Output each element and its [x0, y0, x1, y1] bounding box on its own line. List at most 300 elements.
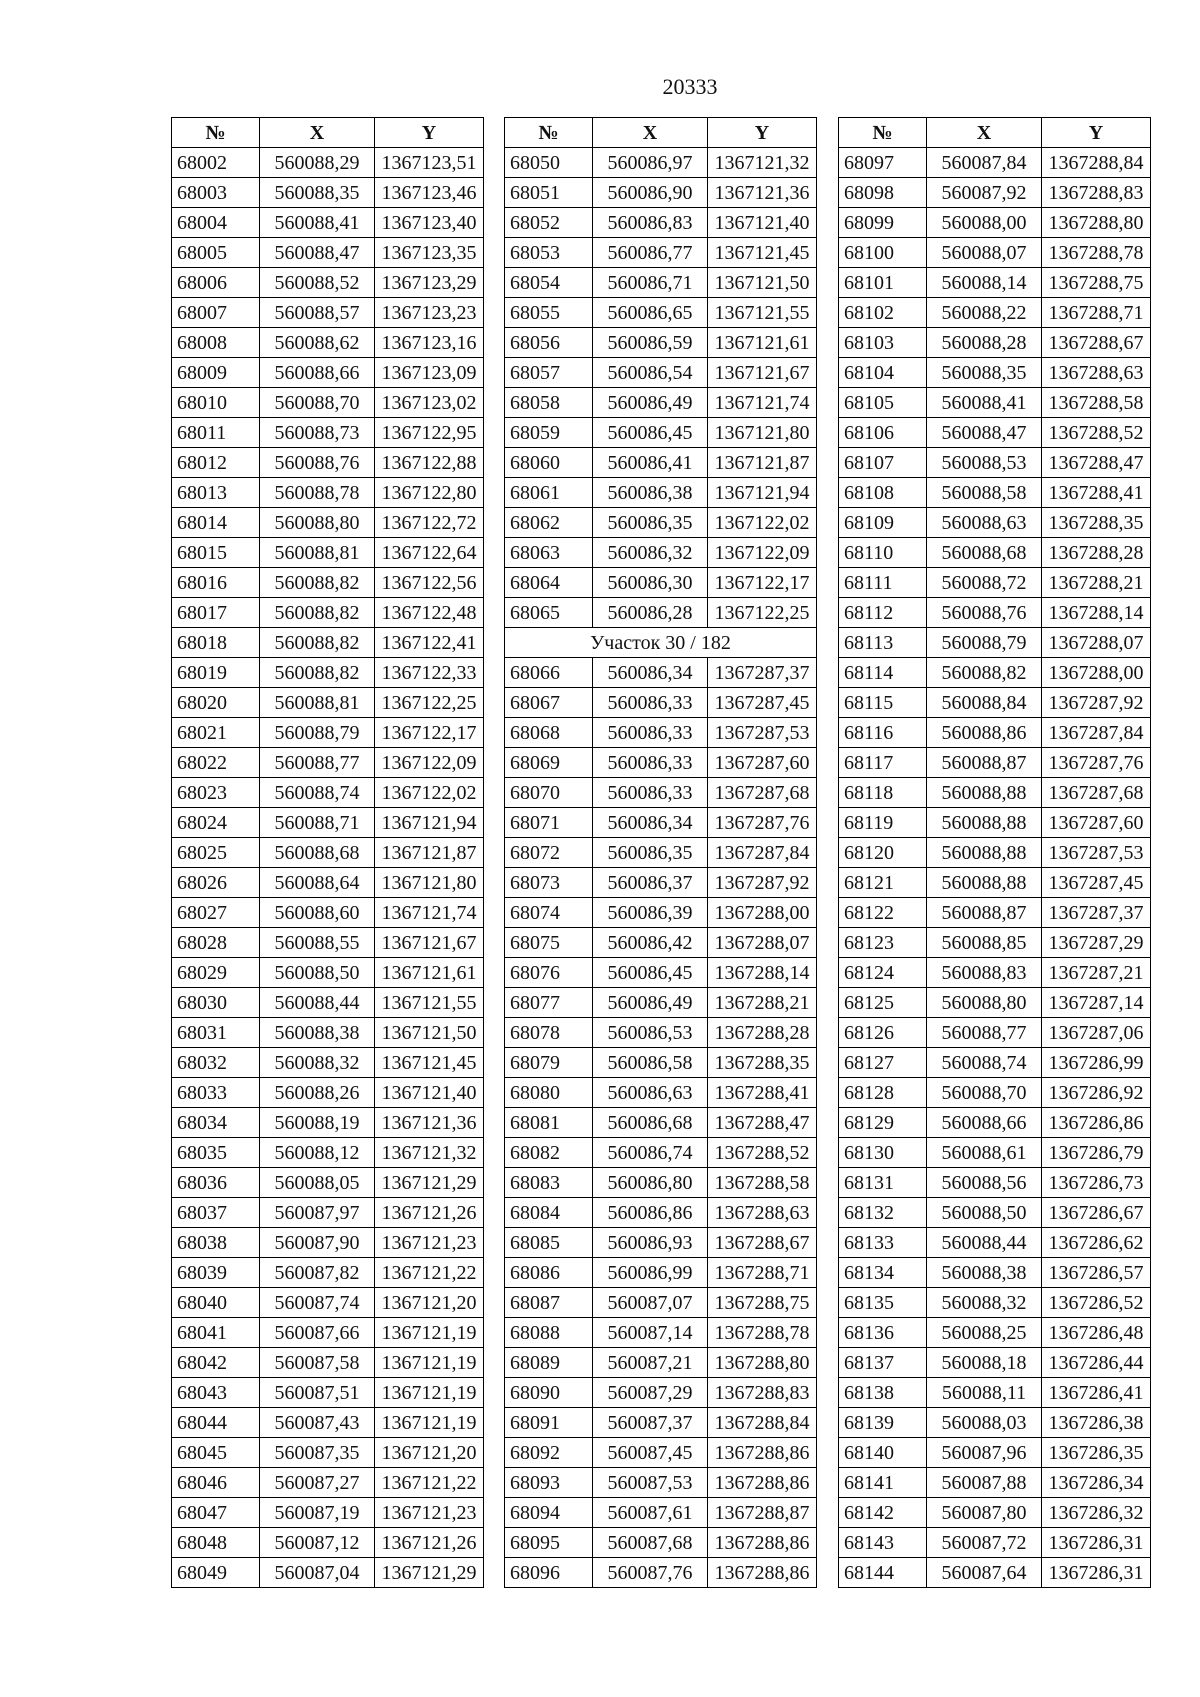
- cell-x: 560087,80: [927, 1498, 1042, 1528]
- cell-y: 1367121,74: [375, 898, 484, 928]
- cell-number: 68062: [505, 508, 593, 538]
- cell-number: 68130: [839, 1138, 927, 1168]
- cell-number: 68044: [172, 1408, 260, 1438]
- table-row: [839, 718, 1151, 748]
- cell-number: 68051: [505, 178, 593, 208]
- cell-x: 560087,27: [260, 1468, 375, 1498]
- cell-y: 1367287,76: [1042, 748, 1151, 778]
- cell-y: 1367288,63: [1042, 358, 1151, 388]
- cell-number: 68011: [172, 418, 260, 448]
- cell-y: 1367287,53: [1042, 838, 1151, 868]
- cell-x: 560086,33: [593, 718, 708, 748]
- cell-x: 560087,51: [260, 1378, 375, 1408]
- cell-y: 1367287,37: [708, 658, 817, 688]
- cell-y: 1367288,71: [708, 1258, 817, 1288]
- table-row: [172, 538, 484, 568]
- cell-y: 1367121,32: [708, 148, 817, 178]
- table-row: [505, 1048, 817, 1078]
- cell-number: 68138: [839, 1378, 927, 1408]
- cell-y: 1367288,14: [708, 958, 817, 988]
- cell-number: 68121: [839, 868, 927, 898]
- table-row: [505, 1078, 817, 1108]
- cell-x: 560087,82: [260, 1258, 375, 1288]
- table-row: [839, 868, 1151, 898]
- cell-x: 560087,37: [593, 1408, 708, 1438]
- cell-y: 1367286,62: [1042, 1228, 1151, 1258]
- cell-x: 560087,53: [593, 1468, 708, 1498]
- table-row: [505, 328, 817, 358]
- cell-number: 68021: [172, 718, 260, 748]
- cell-number: 68124: [839, 958, 927, 988]
- cell-y: 1367287,84: [708, 838, 817, 868]
- cell-number: 68103: [839, 328, 927, 358]
- cell-y: 1367287,45: [1042, 868, 1151, 898]
- cell-y: 1367122,09: [375, 748, 484, 778]
- cell-number: 68048: [172, 1528, 260, 1558]
- cell-y: 1367288,21: [708, 988, 817, 1018]
- cell-number: 68085: [505, 1228, 593, 1258]
- cell-y: 1367123,46: [375, 178, 484, 208]
- cell-x: 560087,35: [260, 1438, 375, 1468]
- table-row: [839, 838, 1151, 868]
- cell-y: 1367288,75: [1042, 268, 1151, 298]
- cell-x: 560088,81: [260, 538, 375, 568]
- cell-x: 560088,35: [927, 358, 1042, 388]
- cell-number: 68078: [505, 1018, 593, 1048]
- cell-number: 68057: [505, 358, 593, 388]
- cell-x: 560087,90: [260, 1228, 375, 1258]
- cell-x: 560088,07: [927, 238, 1042, 268]
- table-row: [505, 748, 817, 778]
- cell-x: 560088,12: [260, 1138, 375, 1168]
- cell-y: 1367287,60: [1042, 808, 1151, 838]
- header-number: №: [839, 118, 927, 148]
- header-y: Y: [708, 118, 817, 148]
- cell-number: 68113: [839, 628, 927, 658]
- cell-y: 1367286,67: [1042, 1198, 1151, 1228]
- cell-x: 560086,45: [593, 418, 708, 448]
- cell-number: 68009: [172, 358, 260, 388]
- cell-x: 560086,30: [593, 568, 708, 598]
- cell-number: 68013: [172, 478, 260, 508]
- cell-number: 68105: [839, 388, 927, 418]
- cell-y: 1367288,41: [1042, 478, 1151, 508]
- coordinates-table-3: [838, 117, 1151, 1588]
- cell-number: 68019: [172, 658, 260, 688]
- cell-number: 68128: [839, 1078, 927, 1108]
- cell-x: 560088,84: [927, 688, 1042, 718]
- cell-number: 68058: [505, 388, 593, 418]
- cell-number: 68025: [172, 838, 260, 868]
- cell-number: 68043: [172, 1378, 260, 1408]
- table-row: [505, 1258, 817, 1288]
- cell-number: 68059: [505, 418, 593, 448]
- cell-number: 68140: [839, 1438, 927, 1468]
- cell-x: 560088,82: [260, 568, 375, 598]
- cell-number: 68135: [839, 1288, 927, 1318]
- cell-y: 1367286,32: [1042, 1498, 1151, 1528]
- table-row: [172, 508, 484, 538]
- cell-x: 560088,11: [927, 1378, 1042, 1408]
- cell-x: 560086,33: [593, 688, 708, 718]
- table-row: [172, 208, 484, 238]
- table-row: [839, 238, 1151, 268]
- table-row: [505, 1168, 817, 1198]
- cell-x: 560088,66: [260, 358, 375, 388]
- header-x: X: [593, 118, 708, 148]
- cell-x: 560087,14: [593, 1318, 708, 1348]
- cell-number: 68020: [172, 688, 260, 718]
- table-row: [172, 1258, 484, 1288]
- cell-y: 1367123,09: [375, 358, 484, 388]
- cell-number: 68072: [505, 838, 593, 868]
- table-row: [839, 988, 1151, 1018]
- cell-x: 560087,68: [593, 1528, 708, 1558]
- coordinates-table-2: [504, 117, 817, 1588]
- cell-y: 1367123,35: [375, 238, 484, 268]
- cell-x: 560088,68: [927, 538, 1042, 568]
- cell-y: 1367121,20: [375, 1438, 484, 1468]
- cell-x: 560086,71: [593, 268, 708, 298]
- cell-x: 560088,60: [260, 898, 375, 928]
- table-row: [505, 1018, 817, 1048]
- cell-x: 560088,18: [927, 1348, 1042, 1378]
- cell-number: 68093: [505, 1468, 593, 1498]
- cell-y: 1367121,32: [375, 1138, 484, 1168]
- table-row: [505, 808, 817, 838]
- cell-y: 1367286,86: [1042, 1108, 1151, 1138]
- cell-number: 68031: [172, 1018, 260, 1048]
- cell-y: 1367122,64: [375, 538, 484, 568]
- cell-y: 1367121,50: [708, 268, 817, 298]
- cell-number: 68008: [172, 328, 260, 358]
- cell-y: 1367121,23: [375, 1498, 484, 1528]
- cell-y: 1367288,83: [708, 1378, 817, 1408]
- cell-y: 1367121,61: [708, 328, 817, 358]
- cell-number: 68104: [839, 358, 927, 388]
- table-row: [172, 598, 484, 628]
- table-row: [505, 958, 817, 988]
- cell-y: 1367288,87: [708, 1498, 817, 1528]
- cell-x: 560088,73: [260, 418, 375, 448]
- cell-number: 68069: [505, 748, 593, 778]
- cell-number: 68070: [505, 778, 593, 808]
- cell-x: 560086,63: [593, 1078, 708, 1108]
- cell-y: 1367122,25: [375, 688, 484, 718]
- table-row: [172, 808, 484, 838]
- cell-y: 1367288,86: [708, 1438, 817, 1468]
- cell-y: 1367288,14: [1042, 598, 1151, 628]
- cell-y: 1367122,95: [375, 418, 484, 448]
- cell-y: 1367288,07: [708, 928, 817, 958]
- cell-number: 68106: [839, 418, 927, 448]
- cell-x: 560087,29: [593, 1378, 708, 1408]
- cell-number: 68064: [505, 568, 593, 598]
- cell-number: 68060: [505, 448, 593, 478]
- cell-number: 68101: [839, 268, 927, 298]
- cell-number: 68144: [839, 1558, 927, 1588]
- cell-x: 560088,32: [260, 1048, 375, 1078]
- cell-x: 560088,70: [927, 1078, 1042, 1108]
- cell-x: 560088,63: [927, 508, 1042, 538]
- table-row: [505, 1138, 817, 1168]
- cell-x: 560086,35: [593, 838, 708, 868]
- table-row: [172, 1048, 484, 1078]
- cell-x: 560086,41: [593, 448, 708, 478]
- table-row: [839, 898, 1151, 928]
- table-row: [839, 178, 1151, 208]
- table-row: [839, 688, 1151, 718]
- cell-number: 68089: [505, 1348, 593, 1378]
- table-row: [839, 328, 1151, 358]
- cell-y: 1367288,47: [708, 1108, 817, 1138]
- table-row: [505, 508, 817, 538]
- cell-x: 560088,41: [927, 388, 1042, 418]
- cell-y: 1367288,58: [1042, 388, 1151, 418]
- table-row: [505, 478, 817, 508]
- cell-x: 560087,66: [260, 1318, 375, 1348]
- table-row: [505, 1498, 817, 1528]
- cell-y: 1367288,28: [1042, 538, 1151, 568]
- cell-x: 560088,26: [260, 1078, 375, 1108]
- cell-y: 1367286,38: [1042, 1408, 1151, 1438]
- cell-number: 68053: [505, 238, 593, 268]
- cell-x: 560086,65: [593, 298, 708, 328]
- cell-x: 560086,74: [593, 1138, 708, 1168]
- cell-x: 560087,07: [593, 1288, 708, 1318]
- cell-y: 1367288,86: [708, 1528, 817, 1558]
- cell-x: 560088,70: [260, 388, 375, 418]
- cell-number: 68007: [172, 298, 260, 328]
- cell-y: 1367121,36: [375, 1108, 484, 1138]
- cell-y: 1367122,02: [375, 778, 484, 808]
- table-row: [505, 238, 817, 268]
- cell-y: 1367121,36: [708, 178, 817, 208]
- table-row: [172, 778, 484, 808]
- cell-y: 1367122,09: [708, 538, 817, 568]
- cell-x: 560086,38: [593, 478, 708, 508]
- table-row: [172, 1318, 484, 1348]
- cell-y: 1367122,33: [375, 658, 484, 688]
- table-row: [172, 958, 484, 988]
- cell-y: 1367286,52: [1042, 1288, 1151, 1318]
- cell-y: 1367287,14: [1042, 988, 1151, 1018]
- cell-x: 560086,86: [593, 1198, 708, 1228]
- cell-x: 560086,45: [593, 958, 708, 988]
- cell-number: 68092: [505, 1438, 593, 1468]
- cell-x: 560088,50: [260, 958, 375, 988]
- cell-number: 68134: [839, 1258, 927, 1288]
- table-row: [505, 1198, 817, 1228]
- table-row: [839, 568, 1151, 598]
- cell-x: 560088,56: [927, 1168, 1042, 1198]
- cell-number: 68116: [839, 718, 927, 748]
- cell-y: 1367122,25: [708, 598, 817, 628]
- cell-x: 560087,74: [260, 1288, 375, 1318]
- cell-x: 560088,35: [260, 178, 375, 208]
- cell-x: 560087,58: [260, 1348, 375, 1378]
- table-row: [172, 238, 484, 268]
- cell-x: 560088,28: [927, 328, 1042, 358]
- cell-number: 68094: [505, 1498, 593, 1528]
- table-row: [839, 748, 1151, 778]
- table-row: [505, 1438, 817, 1468]
- cell-x: 560088,87: [927, 748, 1042, 778]
- cell-number: 68065: [505, 598, 593, 628]
- cell-number: 68041: [172, 1318, 260, 1348]
- cell-x: 560088,32: [927, 1288, 1042, 1318]
- cell-y: 1367287,60: [708, 748, 817, 778]
- cell-y: 1367288,35: [708, 1048, 817, 1078]
- table-row: [172, 568, 484, 598]
- cell-y: 1367121,80: [375, 868, 484, 898]
- table-row: [172, 1168, 484, 1198]
- table-row: [839, 358, 1151, 388]
- table-row: [505, 1348, 817, 1378]
- cell-y: 1367121,45: [375, 1048, 484, 1078]
- table-row: [839, 1408, 1151, 1438]
- table-row: [172, 148, 484, 178]
- cell-y: 1367287,92: [1042, 688, 1151, 718]
- table-row: [839, 208, 1151, 238]
- cell-y: 1367288,67: [1042, 328, 1151, 358]
- cell-x: 560088,85: [927, 928, 1042, 958]
- cell-y: 1367121,19: [375, 1378, 484, 1408]
- cell-x: 560088,58: [927, 478, 1042, 508]
- cell-y: 1367288,80: [708, 1348, 817, 1378]
- cell-x: 560086,35: [593, 508, 708, 538]
- table-row: [505, 1108, 817, 1138]
- cell-x: 560088,82: [260, 628, 375, 658]
- cell-x: 560088,80: [927, 988, 1042, 1018]
- cell-x: 560086,33: [593, 778, 708, 808]
- cell-number: 68068: [505, 718, 593, 748]
- cell-x: 560086,59: [593, 328, 708, 358]
- cell-x: 560086,49: [593, 988, 708, 1018]
- table-row: [172, 268, 484, 298]
- table-row: [172, 1378, 484, 1408]
- table-row: [839, 448, 1151, 478]
- cell-x: 560086,54: [593, 358, 708, 388]
- cell-x: 560086,93: [593, 1228, 708, 1258]
- cell-number: 68028: [172, 928, 260, 958]
- cell-number: 68117: [839, 748, 927, 778]
- cell-y: 1367288,84: [1042, 148, 1151, 178]
- header-y: Y: [375, 118, 484, 148]
- table-row: [839, 1528, 1151, 1558]
- table-row: [505, 658, 817, 688]
- table-row: [505, 1528, 817, 1558]
- cell-x: 560088,53: [927, 448, 1042, 478]
- cell-number: 68137: [839, 1348, 927, 1378]
- cell-y: 1367287,45: [708, 688, 817, 718]
- page-number: 20333: [662, 74, 718, 99]
- cell-y: 1367288,80: [1042, 208, 1151, 238]
- cell-x: 560088,55: [260, 928, 375, 958]
- table-row: [505, 1378, 817, 1408]
- section-row: [505, 628, 817, 658]
- cell-number: 68017: [172, 598, 260, 628]
- table-row: [839, 1228, 1151, 1258]
- cell-number: 68136: [839, 1318, 927, 1348]
- table-row: [172, 478, 484, 508]
- cell-number: 68049: [172, 1558, 260, 1588]
- table-row: [505, 928, 817, 958]
- cell-y: 1367121,29: [375, 1168, 484, 1198]
- cell-y: 1367286,79: [1042, 1138, 1151, 1168]
- cell-y: 1367121,50: [375, 1018, 484, 1048]
- cell-number: 68038: [172, 1228, 260, 1258]
- cell-y: 1367121,67: [375, 928, 484, 958]
- cell-x: 560086,77: [593, 238, 708, 268]
- cell-y: 1367288,86: [708, 1558, 817, 1588]
- cell-number: 68015: [172, 538, 260, 568]
- cell-number: 68032: [172, 1048, 260, 1078]
- table-row: [172, 928, 484, 958]
- cell-number: 68002: [172, 148, 260, 178]
- cell-number: 68133: [839, 1228, 927, 1258]
- cell-x: 560088,38: [927, 1258, 1042, 1288]
- cell-number: 68123: [839, 928, 927, 958]
- table-row: [839, 1048, 1151, 1078]
- cell-y: 1367287,84: [1042, 718, 1151, 748]
- cell-x: 560088,88: [927, 808, 1042, 838]
- cell-number: 68109: [839, 508, 927, 538]
- cell-y: 1367288,47: [1042, 448, 1151, 478]
- cell-x: 560088,88: [927, 838, 1042, 868]
- cell-y: 1367121,22: [375, 1468, 484, 1498]
- cell-x: 560088,76: [927, 598, 1042, 628]
- cell-number: 68029: [172, 958, 260, 988]
- cell-number: 68112: [839, 598, 927, 628]
- header-number: №: [505, 118, 593, 148]
- table-row: [172, 988, 484, 1018]
- cell-number: 68090: [505, 1378, 593, 1408]
- cell-y: 1367288,78: [708, 1318, 817, 1348]
- cell-number: 68056: [505, 328, 593, 358]
- cell-number: 68073: [505, 868, 593, 898]
- cell-y: 1367286,41: [1042, 1378, 1151, 1408]
- table-row: [839, 1138, 1151, 1168]
- cell-number: 68047: [172, 1498, 260, 1528]
- cell-number: 68033: [172, 1078, 260, 1108]
- cell-y: 1367288,75: [708, 1288, 817, 1318]
- table-row: [505, 538, 817, 568]
- cell-y: 1367288,21: [1042, 568, 1151, 598]
- header-x: X: [927, 118, 1042, 148]
- cell-number: 68071: [505, 808, 593, 838]
- cell-y: 1367121,94: [375, 808, 484, 838]
- table-row: [839, 628, 1151, 658]
- cell-y: 1367121,19: [375, 1318, 484, 1348]
- cell-x: 560088,79: [927, 628, 1042, 658]
- table-row: [172, 688, 484, 718]
- table-row: [172, 748, 484, 778]
- cell-x: 560088,03: [927, 1408, 1042, 1438]
- cell-x: 560088,87: [927, 898, 1042, 928]
- table-row: [172, 1558, 484, 1588]
- table-row: [172, 1408, 484, 1438]
- table-row: [172, 718, 484, 748]
- table-row: [172, 1018, 484, 1048]
- cell-x: 560086,39: [593, 898, 708, 928]
- cell-number: 68018: [172, 628, 260, 658]
- cell-y: 1367286,73: [1042, 1168, 1151, 1198]
- cell-x: 560087,92: [927, 178, 1042, 208]
- cell-number: 68102: [839, 298, 927, 328]
- cell-x: 560088,00: [927, 208, 1042, 238]
- cell-x: 560088,76: [260, 448, 375, 478]
